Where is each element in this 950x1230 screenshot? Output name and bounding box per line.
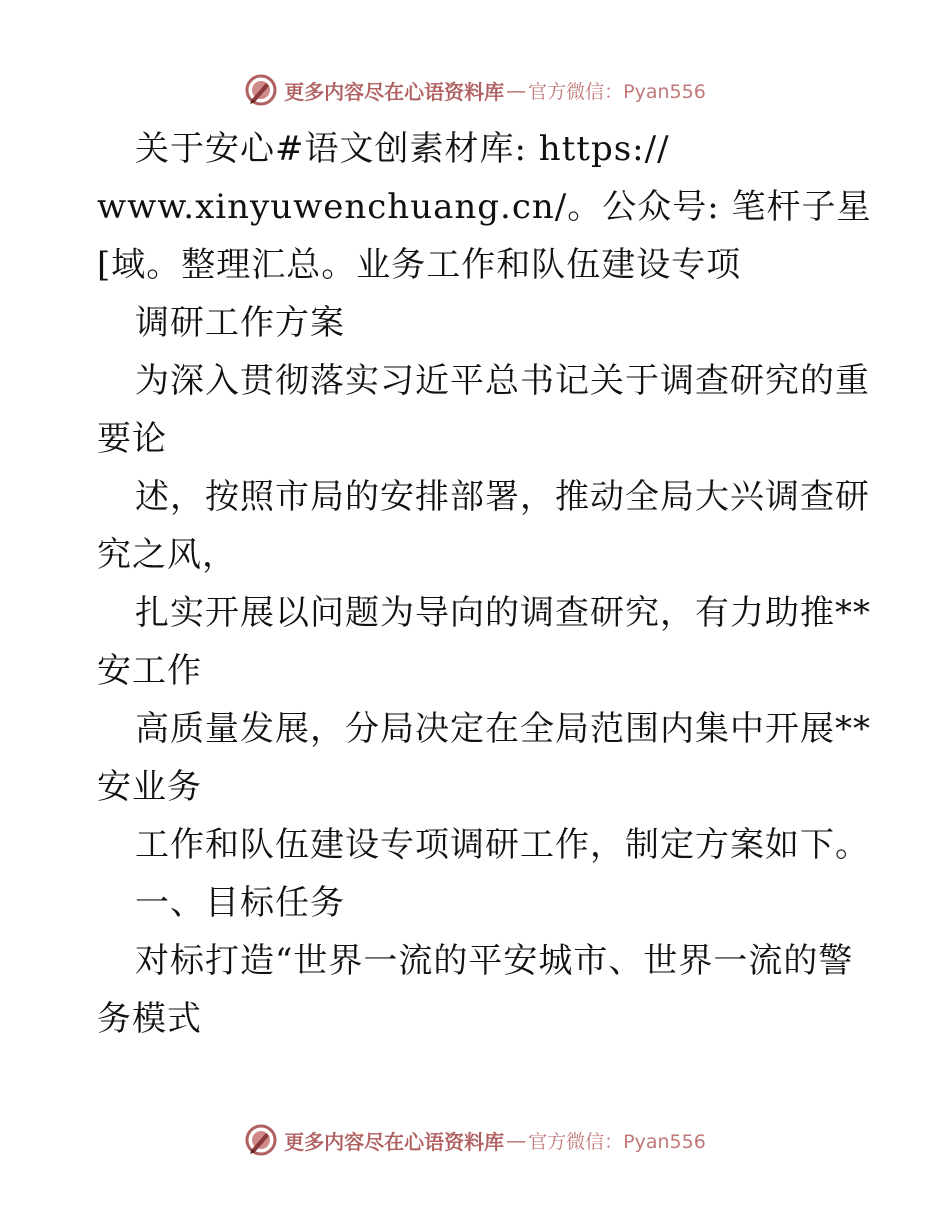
header-watermark [0, 70, 950, 110]
document-body [97, 120, 887, 1048]
text-line: 对标打造“世界一流的平安城市、世界一流的警 [135, 941, 854, 981]
watermark-brand: 更多内容尽在心语资料库 [284, 1129, 505, 1154]
watermark-brand: 更多内容尽在心语资料库 [284, 79, 505, 104]
watermark-dash: — [506, 78, 527, 102]
text-line: 要论 [97, 419, 167, 459]
text-line: 扎实开展以问题为导向的调查研究，有力助推** [135, 593, 871, 633]
text-line: 安业务 [97, 767, 202, 807]
text-line: 高质量发展，分局决定在全局范围内集中开展** [135, 709, 871, 749]
text-line: 为深入贯彻落实习近平总书记关于调查研究的重 [135, 361, 870, 401]
watermark-wechat: 官方微信：Pyan556 [528, 80, 706, 103]
footer-watermark [0, 1120, 950, 1160]
watermark-wechat: 官方微信：Pyan556 [528, 1130, 706, 1153]
text-line: [域。整理汇总。业务工作和队伍建设专项 [97, 245, 742, 285]
watermark-dash: — [506, 1128, 527, 1152]
text-line: 关于安心#语文创素材库: https:// [135, 129, 670, 169]
text-line: 究之风， [97, 535, 237, 575]
text-line: 安工作 [97, 651, 202, 691]
text-line: www.xinyuwenchuang.cn/。公众号: 笔杆子星 [97, 187, 872, 227]
pen-logo-icon [244, 73, 278, 107]
text-line: 务模式 [97, 999, 202, 1039]
section-heading: 一、目标任务 [135, 883, 345, 923]
pen-logo-icon [244, 1123, 278, 1157]
text-line: 述，按照市局的安排部署，推动全局大兴调查研 [135, 477, 870, 517]
text-line: 工作和队伍建设专项调研工作，制定方案如下。 [135, 825, 870, 865]
document-title: 调研工作方案 [135, 303, 345, 343]
